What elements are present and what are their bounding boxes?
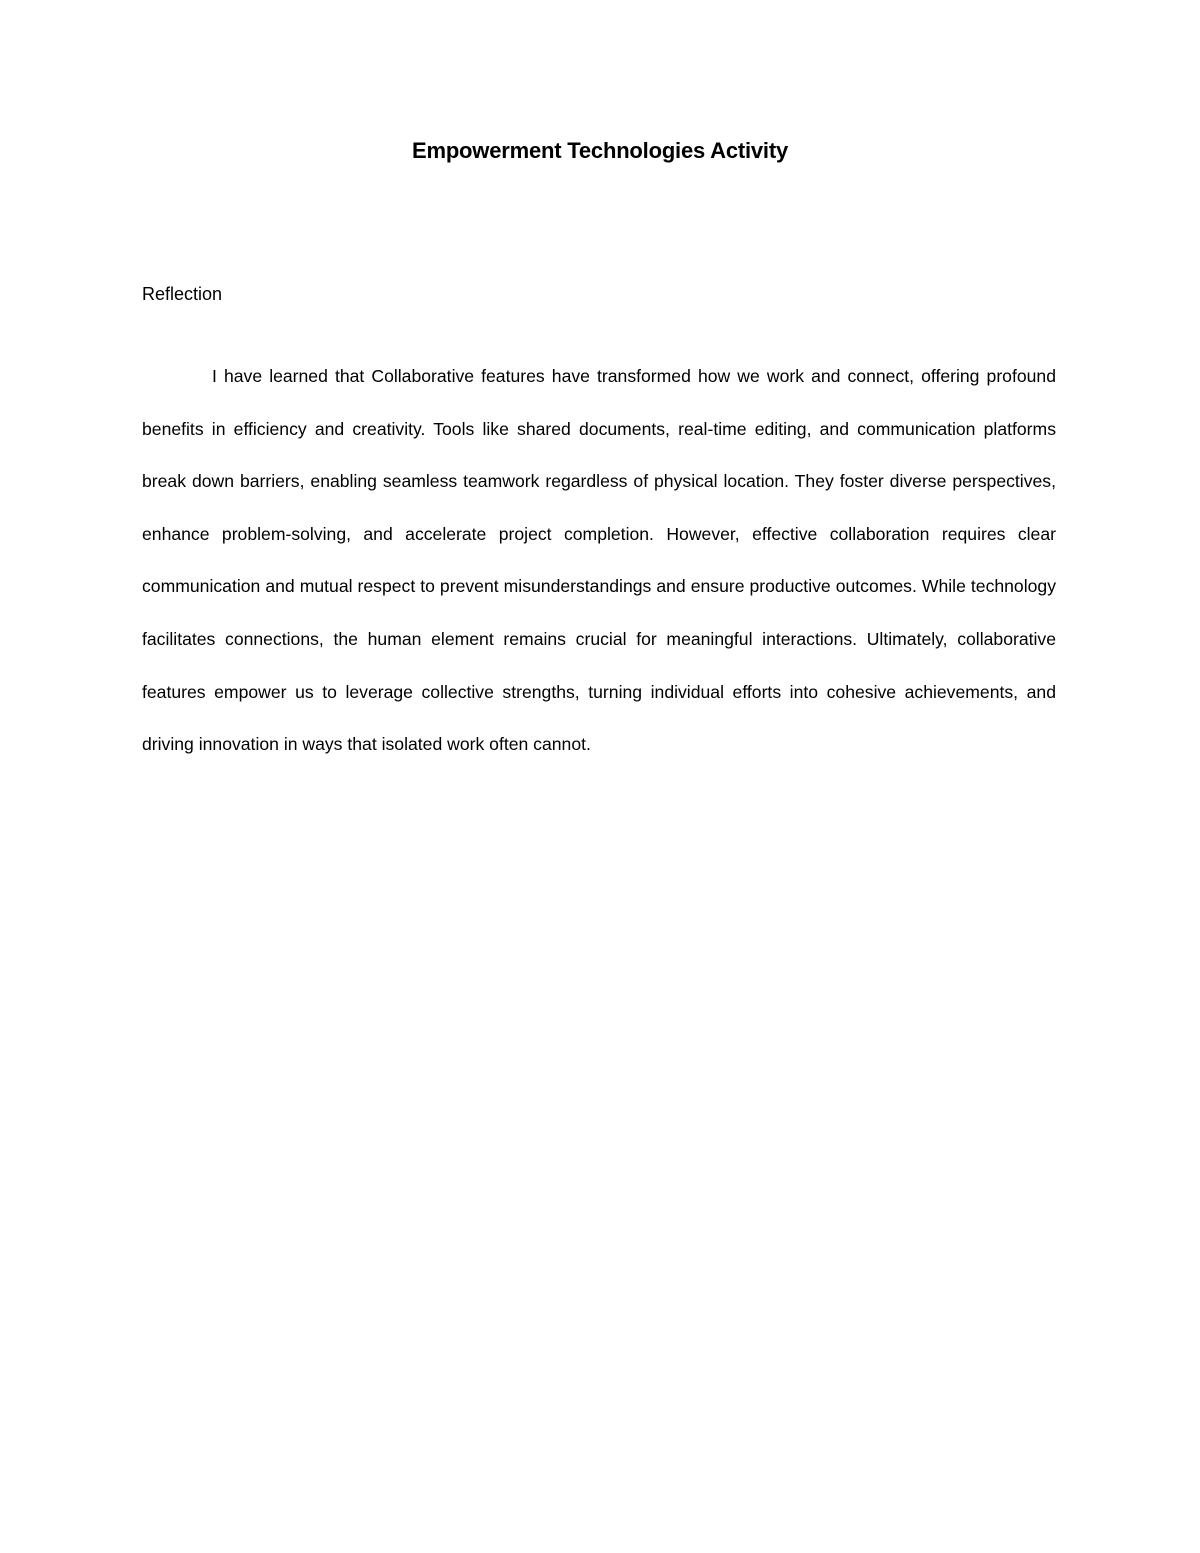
- reflection-paragraph: I have learned that Collaborative features have transformed how we work and connect, offering profound benefits in efficiency and creativity. Tools like shared documents, real-time editing, and communication platforms break down barriers, enabling seamless teamwork regardless of physical location. They foster diverse perspectives, enhance problem-solving, and accelerate project completion. However, effective collaboration requires clear communication and mutual respect to prevent misunderstandings and ensure productive outcomes. While technology facilitates connections, the human element remains crucial for meaningful interactions. Ultimately, collaborative features empower us to leverage collective strengths, turning individual efforts into cohesive achievements, and driving innovation in ways that isolated work often cannot.: [142, 366, 1056, 755]
- document-title: Empowerment Technologies Activity: [411, 138, 789, 163]
- section-heading-reflection: Reflection: [142, 284, 223, 304]
